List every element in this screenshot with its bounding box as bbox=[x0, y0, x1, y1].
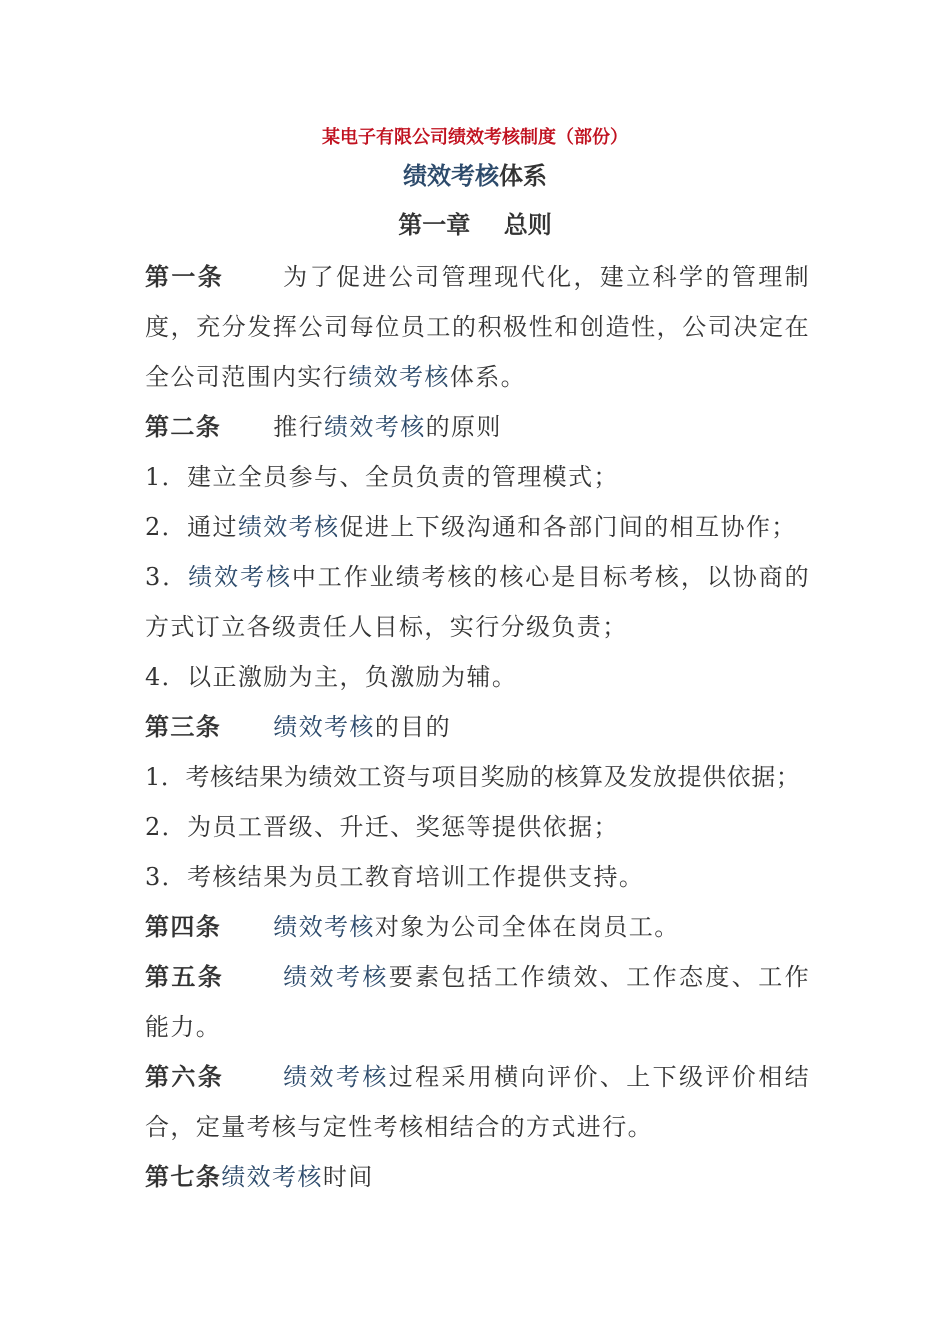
article-label: 第七条 bbox=[145, 1163, 222, 1191]
list-item: 2．为员工晋级、升迁、奖惩等提供依据； bbox=[145, 813, 619, 841]
list-item bbox=[145, 552, 810, 652]
list-item bbox=[145, 502, 810, 552]
article-5 bbox=[145, 952, 810, 1052]
article-text: 体系。 bbox=[449, 363, 527, 391]
performance-link[interactable]: 绩效考核 bbox=[324, 413, 426, 441]
article-text: 为了促进公司管理现代化，建立科学的管理制度，充分发挥公司每位员工的积极性和创造性，公司决定在全公司范围内实行 bbox=[145, 263, 811, 391]
article-label: 第一条 bbox=[145, 263, 225, 291]
list-item: 4．以正激励为主，负激励为辅。 bbox=[145, 663, 518, 691]
article-2 bbox=[145, 402, 810, 452]
performance-link[interactable]: 绩效考核 bbox=[348, 363, 450, 391]
list-item: 1．考核结果为绩效工资与项目奖励的核算及发放提供依据； bbox=[145, 763, 801, 791]
article-text: 过程采用横向评价、上下级评价相结合，定量考核与定性考核相结合的方式进行。 bbox=[145, 1063, 810, 1141]
list-item-text: 2．通过 bbox=[145, 513, 238, 541]
system-title bbox=[0, 159, 950, 193]
article-label: 第五条 bbox=[145, 963, 225, 991]
system-title-link[interactable]: 绩效考核 bbox=[403, 162, 499, 190]
article-text: 时间 bbox=[322, 1163, 374, 1191]
article-7 bbox=[145, 1152, 810, 1202]
article-text: 的原则 bbox=[425, 413, 502, 441]
article-4 bbox=[145, 902, 810, 952]
article-text: 要素包括工作绩效、工作态度、工作能力。 bbox=[145, 963, 810, 1041]
article-3 bbox=[145, 702, 810, 752]
performance-link[interactable]: 绩效考核 bbox=[188, 563, 292, 591]
article-1 bbox=[145, 252, 810, 402]
list-item: 1．建立全员参与、全员负责的管理模式； bbox=[145, 463, 619, 491]
article-label: 第二条 bbox=[145, 413, 222, 441]
document-title: 某电子有限公司绩效考核制度（部份） bbox=[322, 127, 628, 148]
article-text: 对象为公司全体在岗员工。 bbox=[374, 913, 680, 941]
list-item: 3．考核结果为员工教育培训工作提供支持。 bbox=[145, 863, 645, 891]
performance-link[interactable]: 绩效考核 bbox=[273, 713, 375, 741]
chapter-title: 第一章 总则 bbox=[398, 211, 552, 239]
performance-link[interactable]: 绩效考核 bbox=[282, 963, 389, 991]
article-text: 推行 bbox=[273, 413, 325, 441]
article-label: 第四条 bbox=[145, 913, 222, 941]
performance-link[interactable]: 绩效考核 bbox=[237, 513, 340, 541]
article-text: 的目的 bbox=[374, 713, 452, 741]
performance-link[interactable]: 绩效考核 bbox=[282, 1063, 389, 1091]
list-item-text: 3． bbox=[145, 563, 189, 591]
performance-link[interactable]: 绩效考核 bbox=[221, 1163, 323, 1191]
article-6 bbox=[145, 1052, 810, 1152]
system-title-rest: 体系 bbox=[499, 162, 547, 190]
article-label: 第六条 bbox=[145, 1063, 225, 1091]
article-label: 第三条 bbox=[145, 713, 222, 741]
document-body bbox=[145, 252, 810, 1202]
list-item-text: 促进上下级沟通和各部门间的相互协作； bbox=[339, 513, 797, 541]
list-item-text: 中工作业绩考核的核心是目标考核，以协商的方式订立各级责任人目标，实行分级负责； bbox=[145, 563, 810, 641]
performance-link[interactable]: 绩效考核 bbox=[273, 913, 375, 941]
